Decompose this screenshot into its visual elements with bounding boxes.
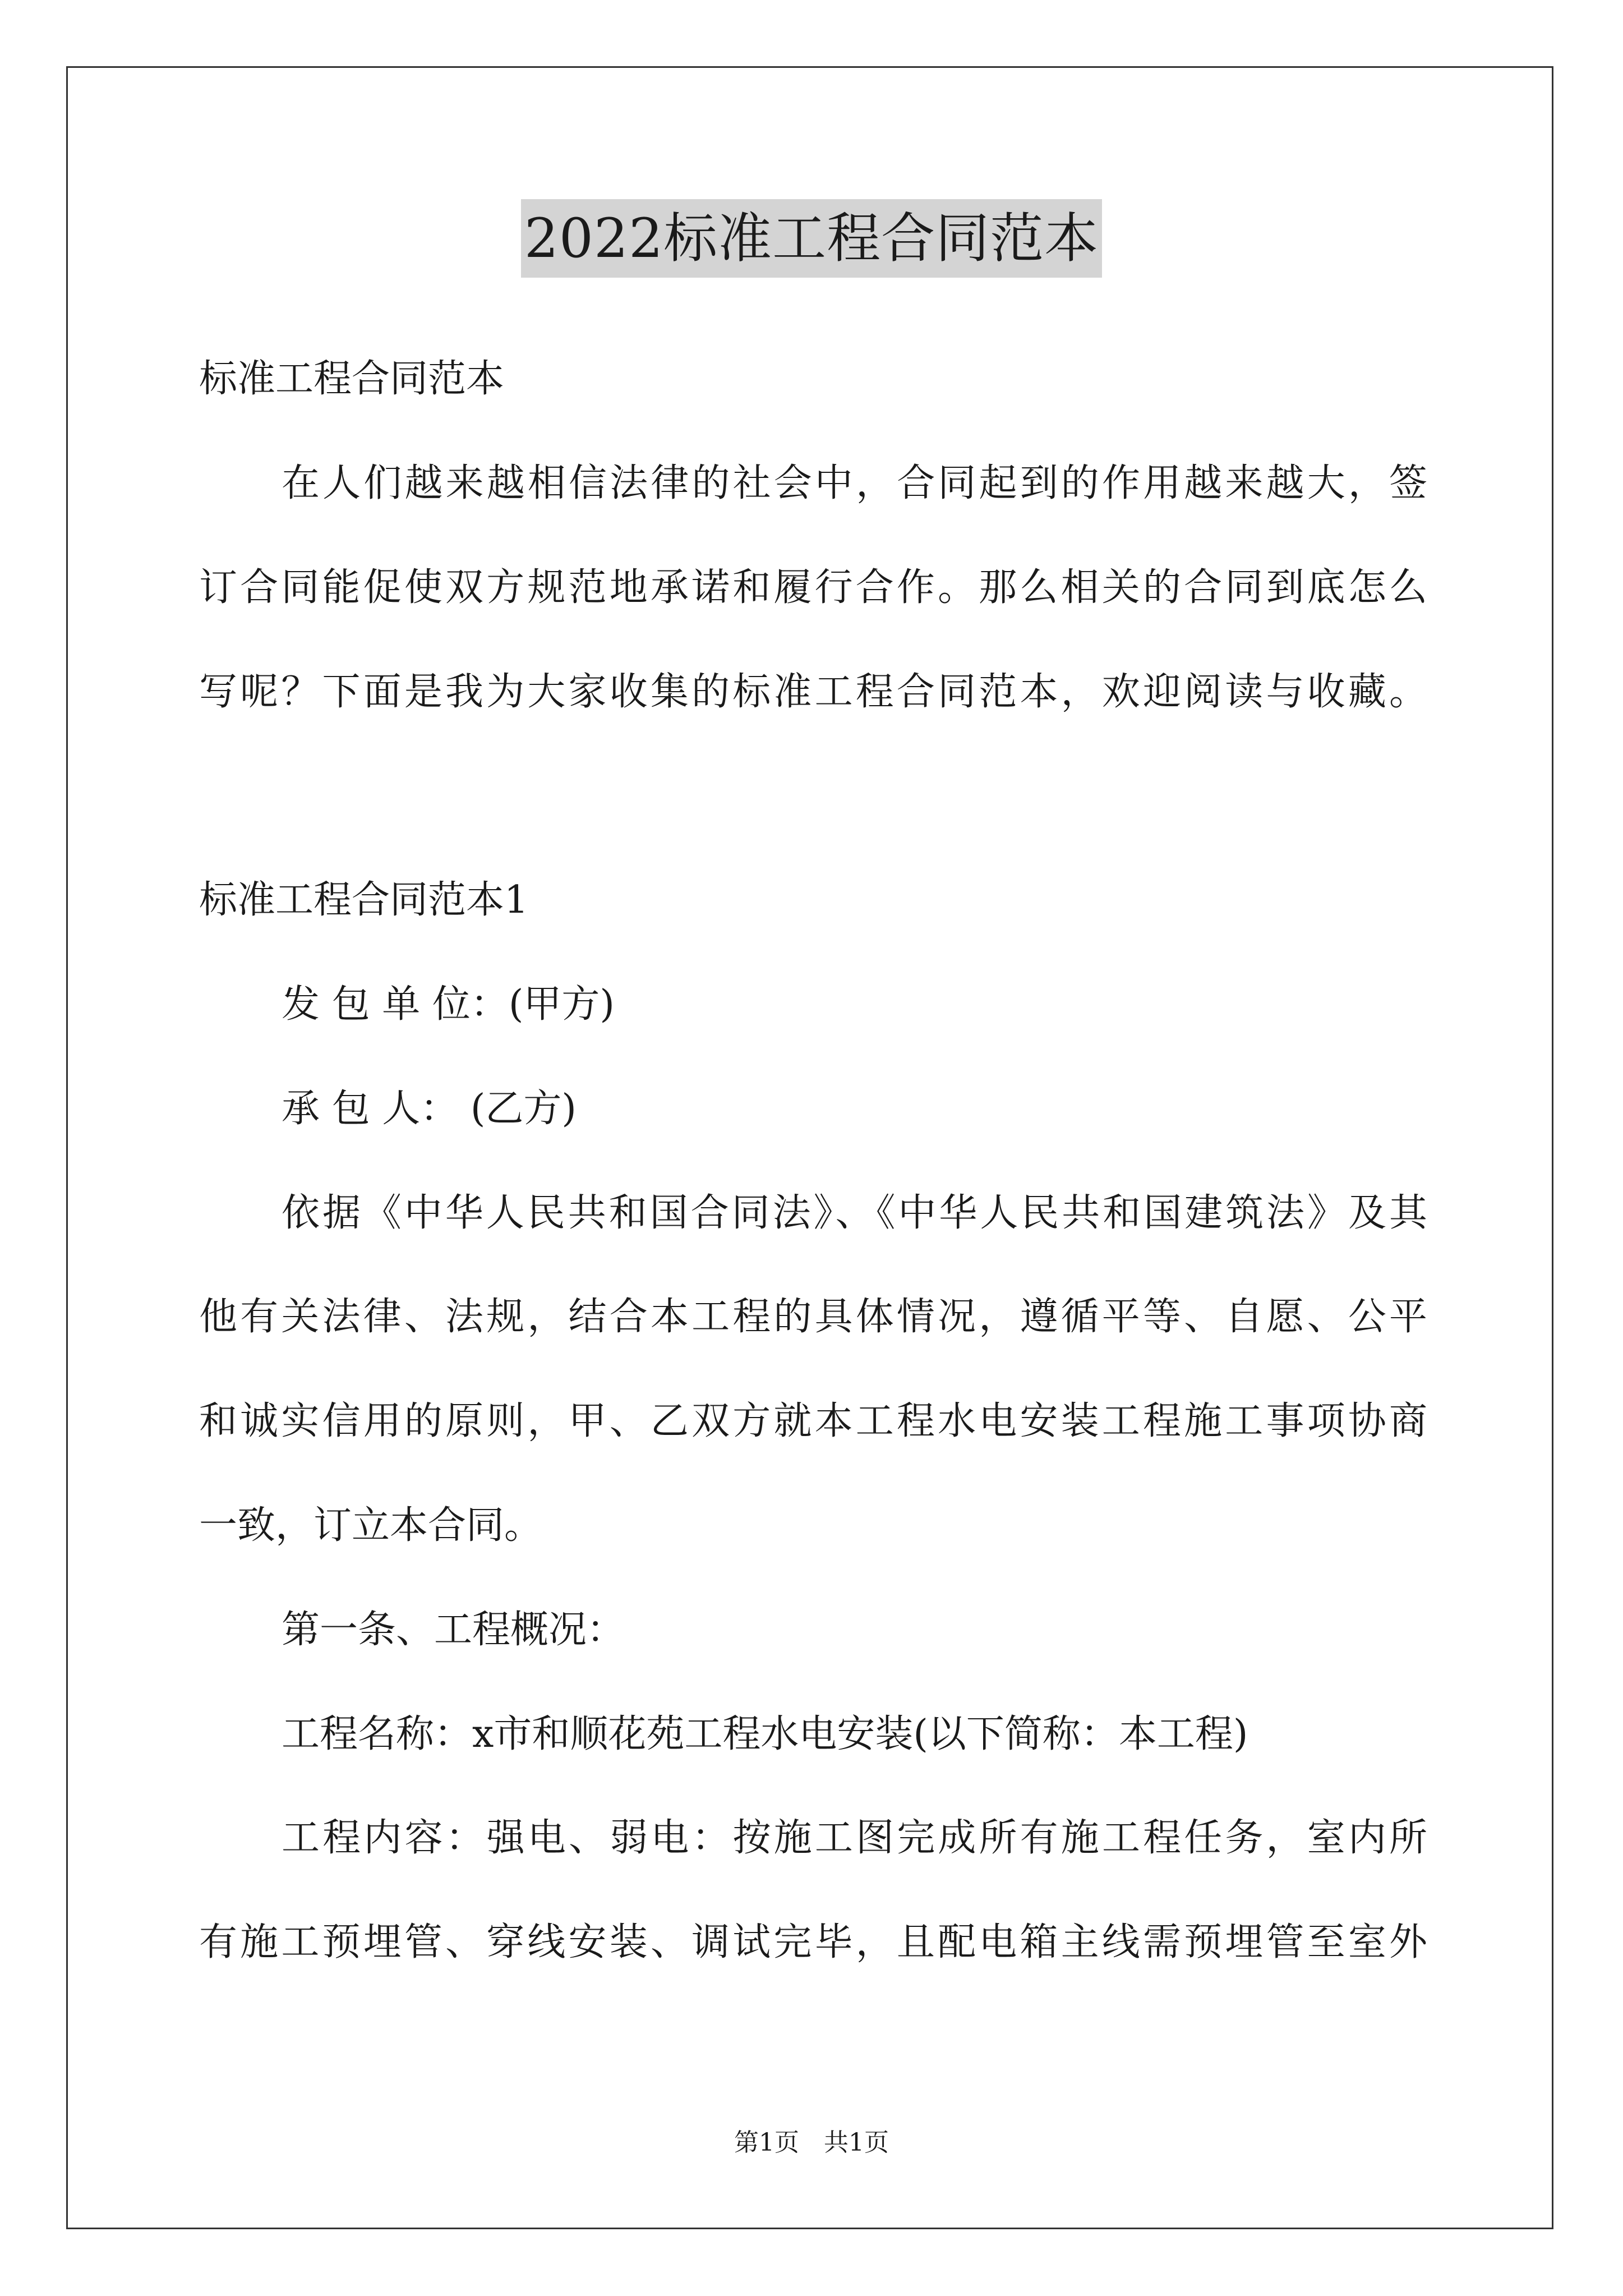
basis-line: 和诚实信用的原则，甲、乙双方就本工程水电安装工程施工事项协商 [199, 1399, 1427, 1443]
intro-line: 订合同能促使双方规范地承诺和履行合作。那么相关的合同到底怎么 [199, 565, 1427, 610]
page-footer: 第1页 共1页 [734, 2128, 889, 2157]
document-title: 2022标准工程合同范本 [521, 199, 1102, 278]
intro-line: 写呢？下面是我为大家收集的标准工程合同范本，欢迎阅读与收藏。 [199, 670, 1427, 714]
title-container [0, 199, 1623, 278]
project-content-line: 工程内容：强电、弱电：按施工图完成所有施工程任务，室内所 [282, 1816, 1427, 1860]
project-name-line: 工程名称：x市和顺花苑工程水电安装(以下简称：本工程) [282, 1712, 1248, 1756]
basis-line: 一致，订立本合同。 [199, 1503, 543, 1548]
party-b-line: 承 包 人： (乙方) [282, 1087, 577, 1131]
party-a-line: 发 包 单 位：(甲方) [282, 982, 615, 1027]
intro-line: 在人们越来越相信法律的社会中，合同起到的作用越来越大，签 [282, 461, 1427, 505]
project-content-line: 有施工预埋管、穿线安装、调试完毕，且配电箱主线需预埋管至室外 [199, 1920, 1427, 1964]
section-heading: 标准工程合同范本 [199, 357, 505, 401]
basis-line: 依据《中华人民共和国合同法》、《中华人民共和国建筑法》及其 [282, 1191, 1427, 1235]
article-heading: 第一条、工程概况： [282, 1608, 625, 1652]
section-heading: 标准工程合同范本1 [199, 878, 529, 922]
basis-line: 他有关法律、法规，结合本工程的具体情况，遵循平等、自愿、公平 [199, 1295, 1427, 1339]
